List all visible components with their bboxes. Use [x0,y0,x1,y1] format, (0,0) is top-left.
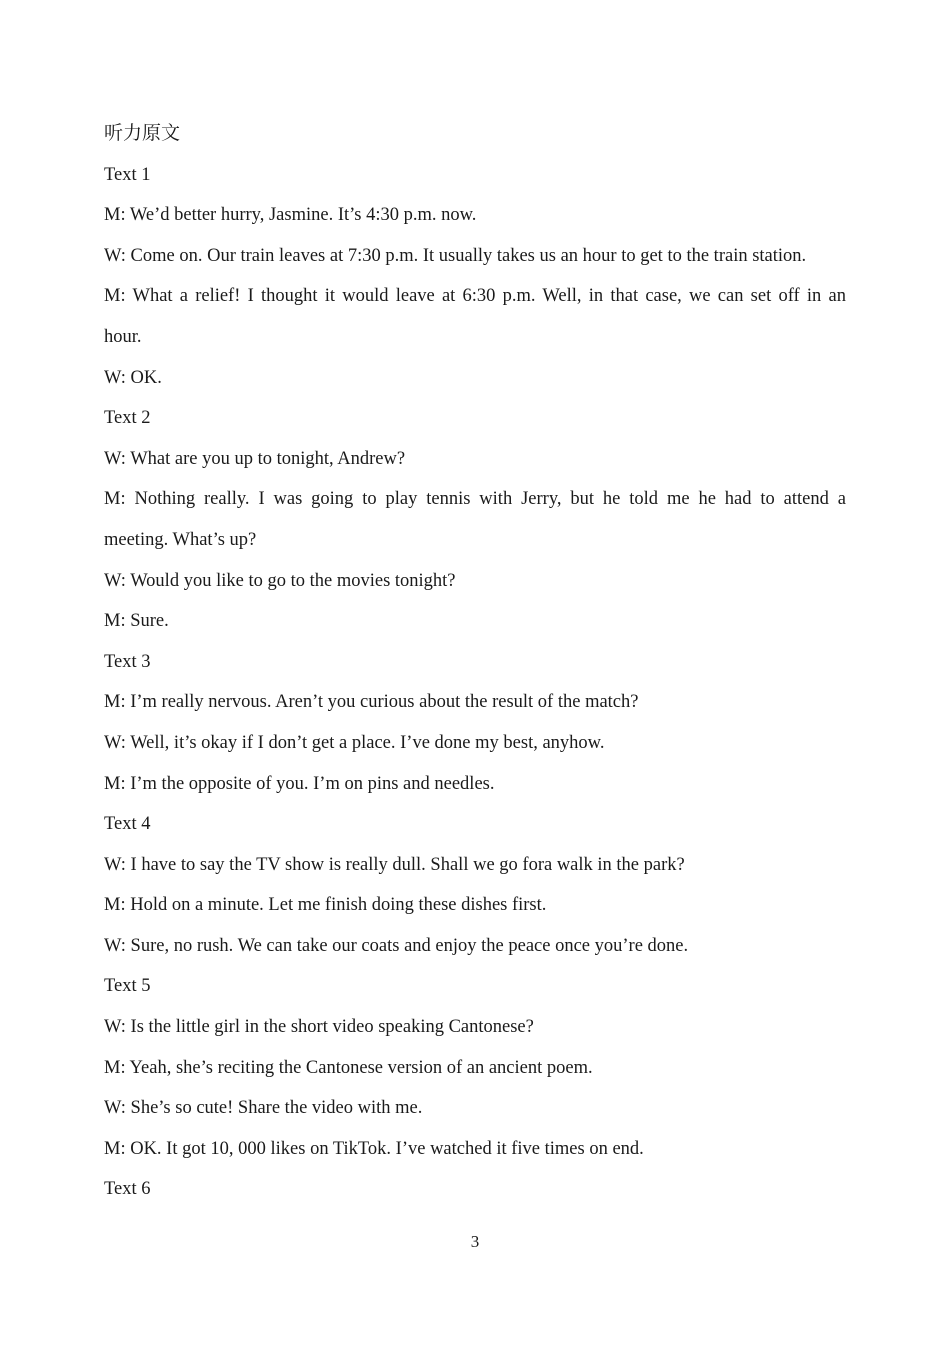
dialogue-line: M: I’m really nervous. Aren’t you curious about the result of the match? [104,692,639,713]
text-label: Text 3 [104,651,151,672]
text-label: Text 2 [104,408,151,429]
dialogue-line: W: Sure, no rush. We can take our coats and enjoy the peace once you’re done. [104,935,689,956]
text-label: Text 6 [104,1179,151,1200]
dialogue-line: M: Sure. [104,611,169,632]
dialogue-line: W: OK. [104,367,162,388]
dialogue-line: W: What are you up to tonight, Andrew? [104,448,406,469]
dialogue-line: M: I’m the opposite of you. I’m on pins and needles. [104,773,495,794]
dialogue-line: M: Hold on a minute. Let me finish doing these dishes first. [104,895,547,916]
dialogue-line: W: I have to say the TV show is really dull. Shall we go fora walk in the park? [104,854,685,875]
dialogue-line: M: Nothing really. I was going to play tennis with Jerry, but he told me he had to attend a [104,489,846,510]
dialogue-line: W: Well, it’s okay if I don’t get a place. I’ve done my best, anyhow. [104,732,605,753]
text-label: Text 5 [104,976,151,997]
dialogue-line: M: Yeah, she’s reciting the Cantonese version of an ancient poem. [104,1057,593,1078]
transcript-body [104,114,846,1210]
dialogue-line: M: We’d better hurry, Jasmine. It’s 4:30 p.m. now. [104,205,477,226]
dialogue-line: W: Come on. Our train leaves at 7:30 p.m. It usually takes us an hour to get to the train station. [104,245,807,266]
dialogue-line: M: OK. It got 10, 000 likes on TikTok. I’ve watched it five times on end. [104,1138,644,1159]
dialogue-line-continuation: hour. [104,326,142,347]
section-heading: 听力原文 [104,123,181,144]
dialogue-line-continuation: meeting. What’s up? [104,529,257,550]
text-label: Text 4 [104,814,151,835]
dialogue-line: M: What a relief! I thought it would leave at 6:30 p.m. Well, in that case, we can set off in an [104,286,846,307]
dialogue-line: W: She’s so cute! Share the video with me. [104,1098,423,1119]
text-label: Text 1 [104,164,151,185]
dialogue-line: W: Would you like to go to the movies tonight? [104,570,456,591]
page-number: 3 [470,1232,480,1251]
dialogue-line: W: Is the little girl in the short video speaking Cantonese? [104,1017,534,1038]
